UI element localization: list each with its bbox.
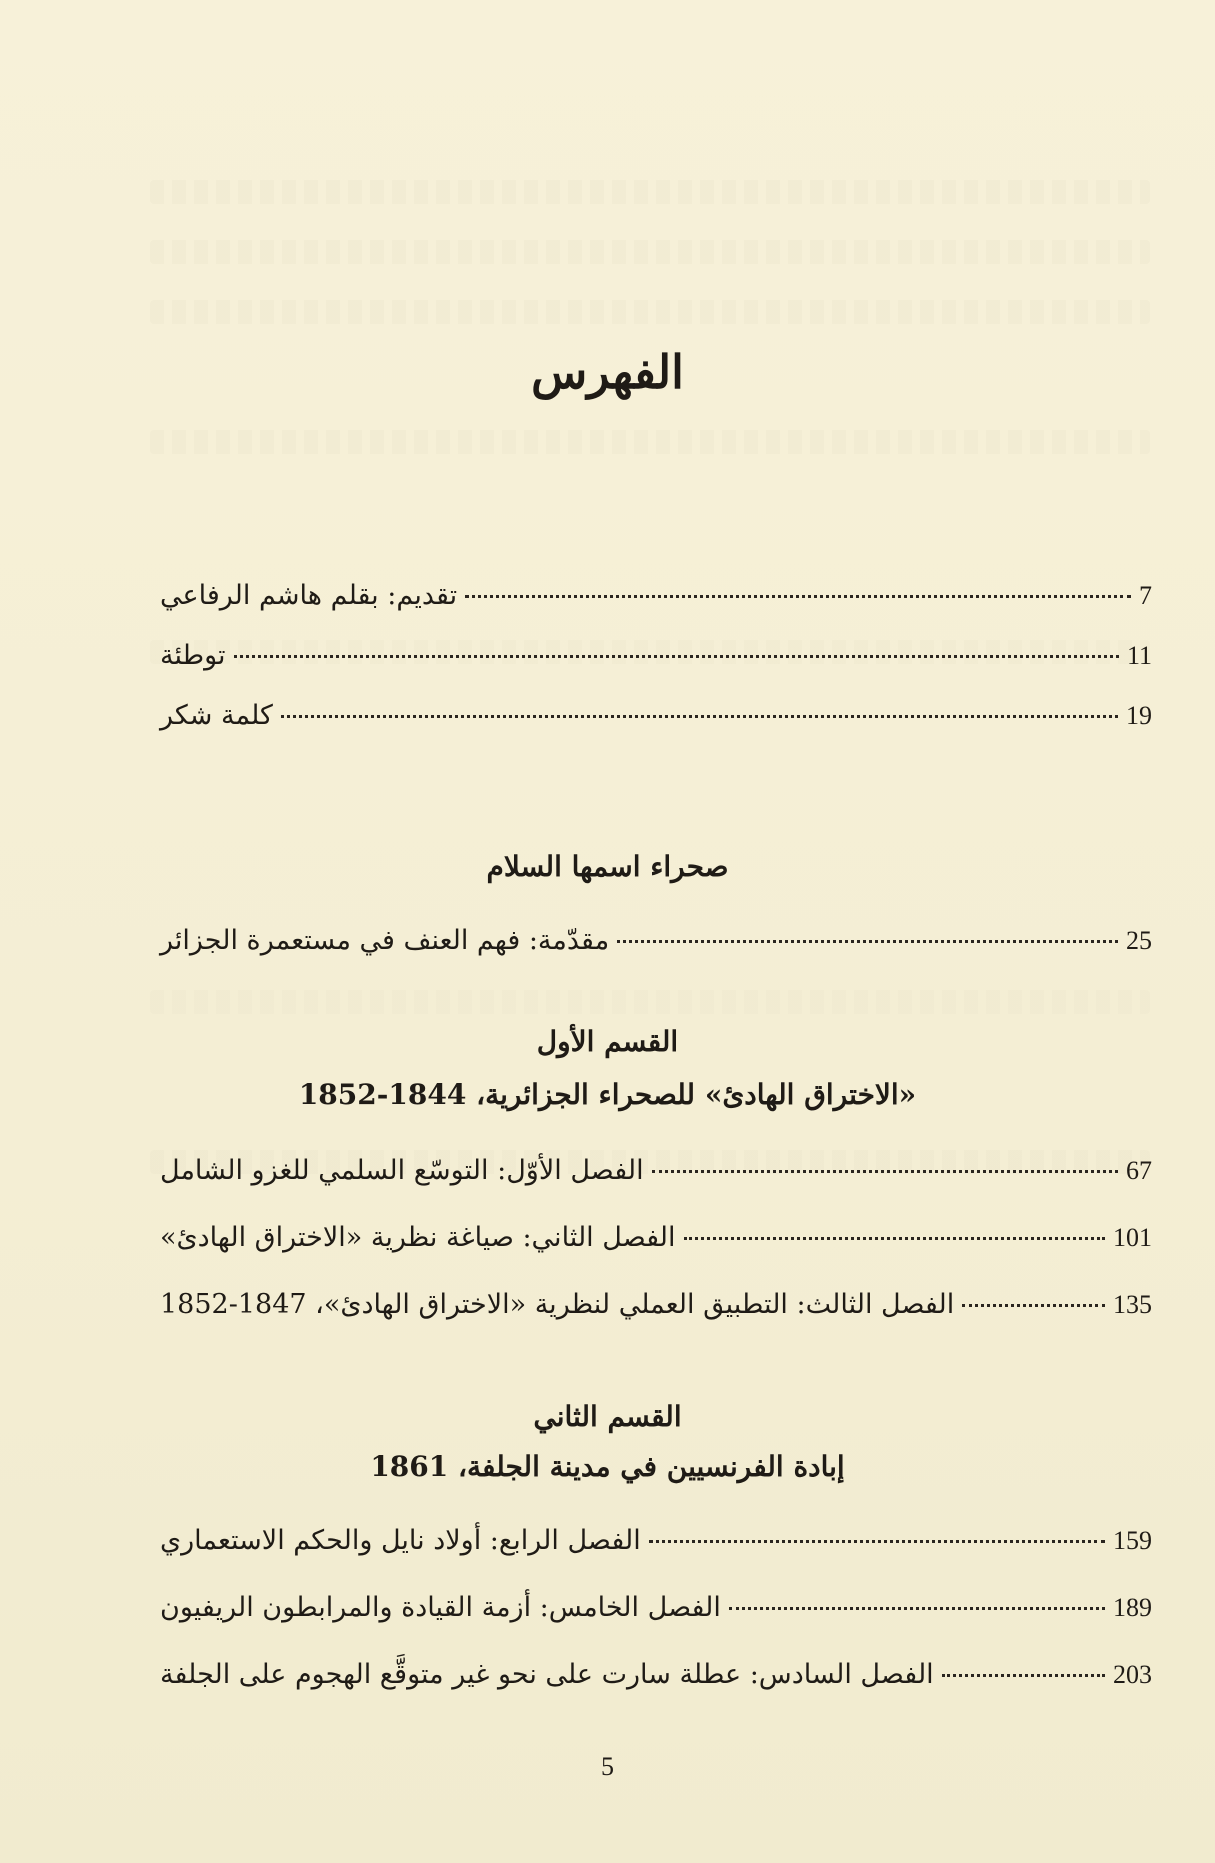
show-through-line	[150, 430, 1150, 454]
toc-entry-page: 25	[1126, 926, 1152, 955]
toc-entry-label: الفصل السادس: عطلة سارت على نحو غير متوقَّع الهجوم على الجلفة	[160, 1659, 934, 1690]
book-heading: صحراء اسمها السلام	[486, 850, 729, 883]
dot-leader	[684, 1237, 1105, 1240]
toc-entry-acknowledgements[interactable]	[160, 700, 1152, 744]
show-through-line	[150, 990, 1150, 1014]
page-title: الفهرس	[531, 345, 684, 399]
toc-entry-chapter-5[interactable]	[160, 1592, 1152, 1636]
part-one-title: القسم الأول	[536, 1025, 679, 1058]
dot-leader	[617, 940, 1118, 943]
toc-entry-page: 135	[1113, 1290, 1152, 1319]
toc-entry-preface[interactable]	[160, 640, 1152, 684]
toc-entry-introduction[interactable]	[160, 925, 1152, 969]
toc-entry-label: توطئة	[160, 640, 226, 671]
toc-entry-page: 189	[1113, 1593, 1152, 1622]
dot-leader	[942, 1674, 1105, 1677]
toc-entry-page: 7	[1139, 581, 1152, 610]
dot-leader	[281, 715, 1118, 718]
page-number: 5	[601, 1752, 614, 1781]
toc-entry-chapter-6[interactable]	[160, 1659, 1152, 1703]
dot-leader	[649, 1540, 1105, 1543]
toc-entry-chapter-3[interactable]	[160, 1289, 1152, 1333]
dot-leader	[234, 655, 1119, 658]
show-through-line	[150, 240, 1150, 264]
toc-entry-chapter-2[interactable]	[160, 1222, 1152, 1266]
part-two-title: القسم الثاني	[533, 1400, 682, 1433]
dot-leader	[962, 1304, 1105, 1307]
show-through-line	[150, 300, 1150, 324]
toc-entry-label: مقدّمة: فهم العنف في مستعمرة الجزائر	[160, 925, 610, 956]
part-one-subtitle: «الاختراق الهادئ» للصحراء الجزائرية، 1844-1852	[298, 1078, 917, 1111]
toc-entry-page: 101	[1113, 1223, 1152, 1252]
toc-entry-page: 19	[1126, 701, 1152, 730]
show-through-line	[150, 180, 1150, 204]
toc-entry-page: 159	[1113, 1526, 1152, 1555]
toc-entry-page: 203	[1113, 1660, 1152, 1689]
toc-entry-label: تقديم: بقلم هاشم الرفاعي	[160, 580, 458, 611]
toc-entry-page: 11	[1126, 641, 1152, 670]
dot-leader	[465, 595, 1131, 598]
toc-entry-label: الفصل الأوّل: التوسّع السلمي للغزو الشامل	[160, 1155, 644, 1186]
toc-entry-chapter-4[interactable]	[160, 1525, 1152, 1569]
dot-leader	[652, 1170, 1118, 1173]
toc-entry-label: الفصل الثالث: التطبيق العملي لنظرية «الاختراق الهادئ»، 1847-1852	[160, 1289, 955, 1320]
toc-entry-label: الفصل الرابع: أولاد نايل والحكم الاستعماري	[160, 1525, 641, 1556]
toc-entry-label: الفصل الخامس: أزمة القيادة والمرابطون الريفيون	[160, 1592, 721, 1623]
toc-entry-chapter-1[interactable]	[160, 1155, 1152, 1199]
dot-leader	[729, 1607, 1105, 1610]
toc-entry-label: كلمة شكر	[160, 700, 273, 731]
toc-entry-foreword[interactable]	[160, 580, 1152, 624]
toc-entry-page: 67	[1126, 1156, 1152, 1185]
part-two-subtitle: إبادة الفرنسيين في مدينة الجلفة، 1861	[370, 1450, 845, 1483]
toc-entry-label: الفصل الثاني: صياغة نظرية «الاختراق الهادئ»	[160, 1222, 676, 1253]
